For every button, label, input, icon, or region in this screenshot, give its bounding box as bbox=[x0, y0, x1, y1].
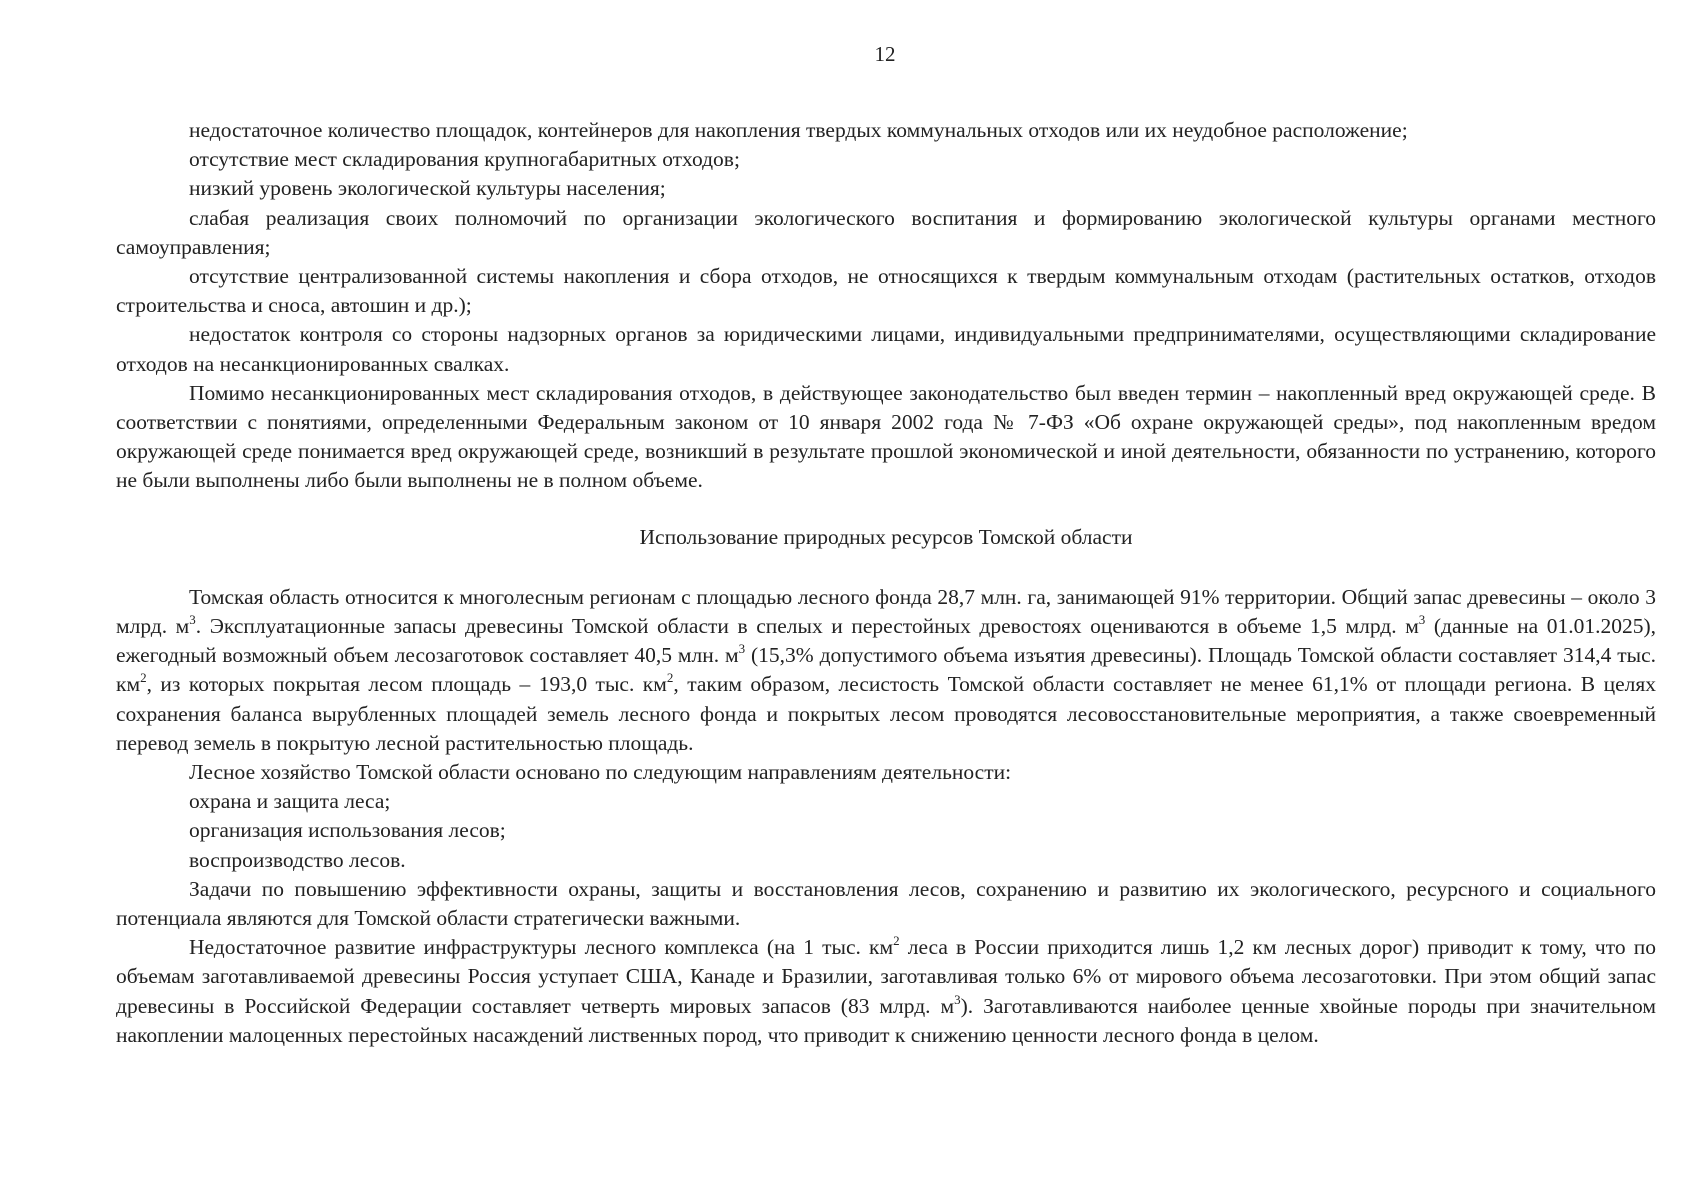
paragraph: Лесное хозяйство Томской области основано по следующим направлениям деятельности: bbox=[189, 760, 1012, 785]
text-fragment: леса в России приходится лишь 1,2 км лесных дорог) приводит к тому, что по объемам заготавливаемой древесины Россия уступает США, Канаде и Бразилии, заготавливая только 6% от мирового объема лесозаготовки. При этом общий запас древесины в Российской Федерации составляет четверть мировых запасов (83 млрд. м bbox=[116, 935, 1656, 1018]
superscript: 3 bbox=[954, 991, 961, 1007]
superscript: 3 bbox=[738, 641, 746, 657]
paragraph: организация использования лесов; bbox=[189, 818, 506, 843]
page-number: 12 bbox=[874, 42, 896, 66]
superscript: 2 bbox=[893, 933, 900, 949]
text-fragment: . Эксплуатационные запасы древесины Томской области в спелых и перестойных древостоях оцениваются в объеме 1,5 млрд. м bbox=[195, 614, 1419, 639]
text-fragment: Томская область относится к многолесным регионам с площадью лесного фонда 28,7 млн. га, занимающей 91% территории. Общий запас древесины – около 3 млрд. м bbox=[116, 584, 1656, 639]
superscript: 3 bbox=[1418, 612, 1426, 628]
paragraph: отсутствие централизованной системы накопления и сбора отходов, не относящихся к твердым коммунальным отходам (растительных остатков, отходов строительства и сноса, автошин и др.); bbox=[116, 264, 1656, 318]
paragraph: недостаточное количество площадок, контейнеров для накопления твердых коммунальных отходов или их неудобное расположение; bbox=[189, 118, 1408, 142]
superscript: 2 bbox=[140, 670, 147, 686]
text-fragment: ). Заготавливаются наиболее ценные хвойные породы при значительном накоплении малоценных перестойных насаждений лиственных пород, что приводит к снижению ценности лесного фонда в целом. bbox=[116, 993, 1656, 1047]
paragraph: слабая реализация своих полномочий по организации экологического воспитания и формированию экологической культуры органами местного самоуправления; bbox=[116, 205, 1656, 259]
paragraph: недостаток контроля со стороны надзорных органов за юридическими лицами, индивидуальными предпринимателями, осуществляющими складирование отходов на несанкционированных свалках. bbox=[116, 322, 1656, 376]
superscript: 2 bbox=[666, 670, 674, 686]
section-heading: Использование природных ресурсов Томской области bbox=[639, 524, 1133, 549]
paragraph: охрана и защита леса; bbox=[189, 789, 391, 814]
text-fragment: , из которых покрытая лесом площадь – 193,0 тыс. км bbox=[146, 672, 667, 697]
text-fragment: , таким образом, лесистость Томской области составляет не менее 61,1% от площади региона. В целях сохранения баланса вырубленных площадей земель лесного фонда и покрытых лесом проводятся лесовосстановительные мероприятия, а также своевременный перевод земель в покрытую лесной растительностью площадь. bbox=[116, 672, 1656, 755]
document-body bbox=[116, 116, 1656, 1050]
paragraph-infrastructure bbox=[116, 933, 1656, 1050]
paragraph-accumulated-harm: Помимо несанкционированных мест складирования отходов, в действующее законодательство был введен термин – накопленный вред окружающей среде. В соответствии с понятиями, определенными Федеральным законом от 10 января 2002 года № 7-ФЗ «Об охране окружающей среды», под накопленным вредом окружающей среде понимается вред окружающей среде, возникший в результате прошлой экономической и иной деятельности, обязанности по устранению, которого не были выполнены либо были выполнены не в полном объеме. bbox=[116, 380, 1656, 493]
text-fragment: (данные на 01.01.2025), ежегодный возможный объем лесозаготовок составляет 40,5 млн. м bbox=[116, 614, 1656, 668]
paragraph-forest-fund bbox=[116, 583, 1656, 758]
superscript: 3 bbox=[189, 612, 196, 628]
text-fragment: Недостаточное развитие инфраструктуры лесного комплекса (на 1 тыс. км bbox=[189, 935, 894, 960]
text-fragment: (15,3% допустимого объема изъятия древесины). Площадь Томской области составляет 314,4 тыс. км bbox=[116, 643, 1656, 697]
paragraph: отсутствие мест складирования крупногабаритных отходов; bbox=[189, 147, 740, 172]
paragraph: низкий уровень экологической культуры населения; bbox=[189, 176, 666, 201]
paragraph: Задачи по повышению эффективности охраны, защиты и восстановления лесов, сохранению и развитию их экологического, ресурсного и социального потенциала являются для Томской области стратегически важными. bbox=[116, 876, 1656, 931]
paragraph: воспроизводство лесов. bbox=[189, 847, 406, 872]
